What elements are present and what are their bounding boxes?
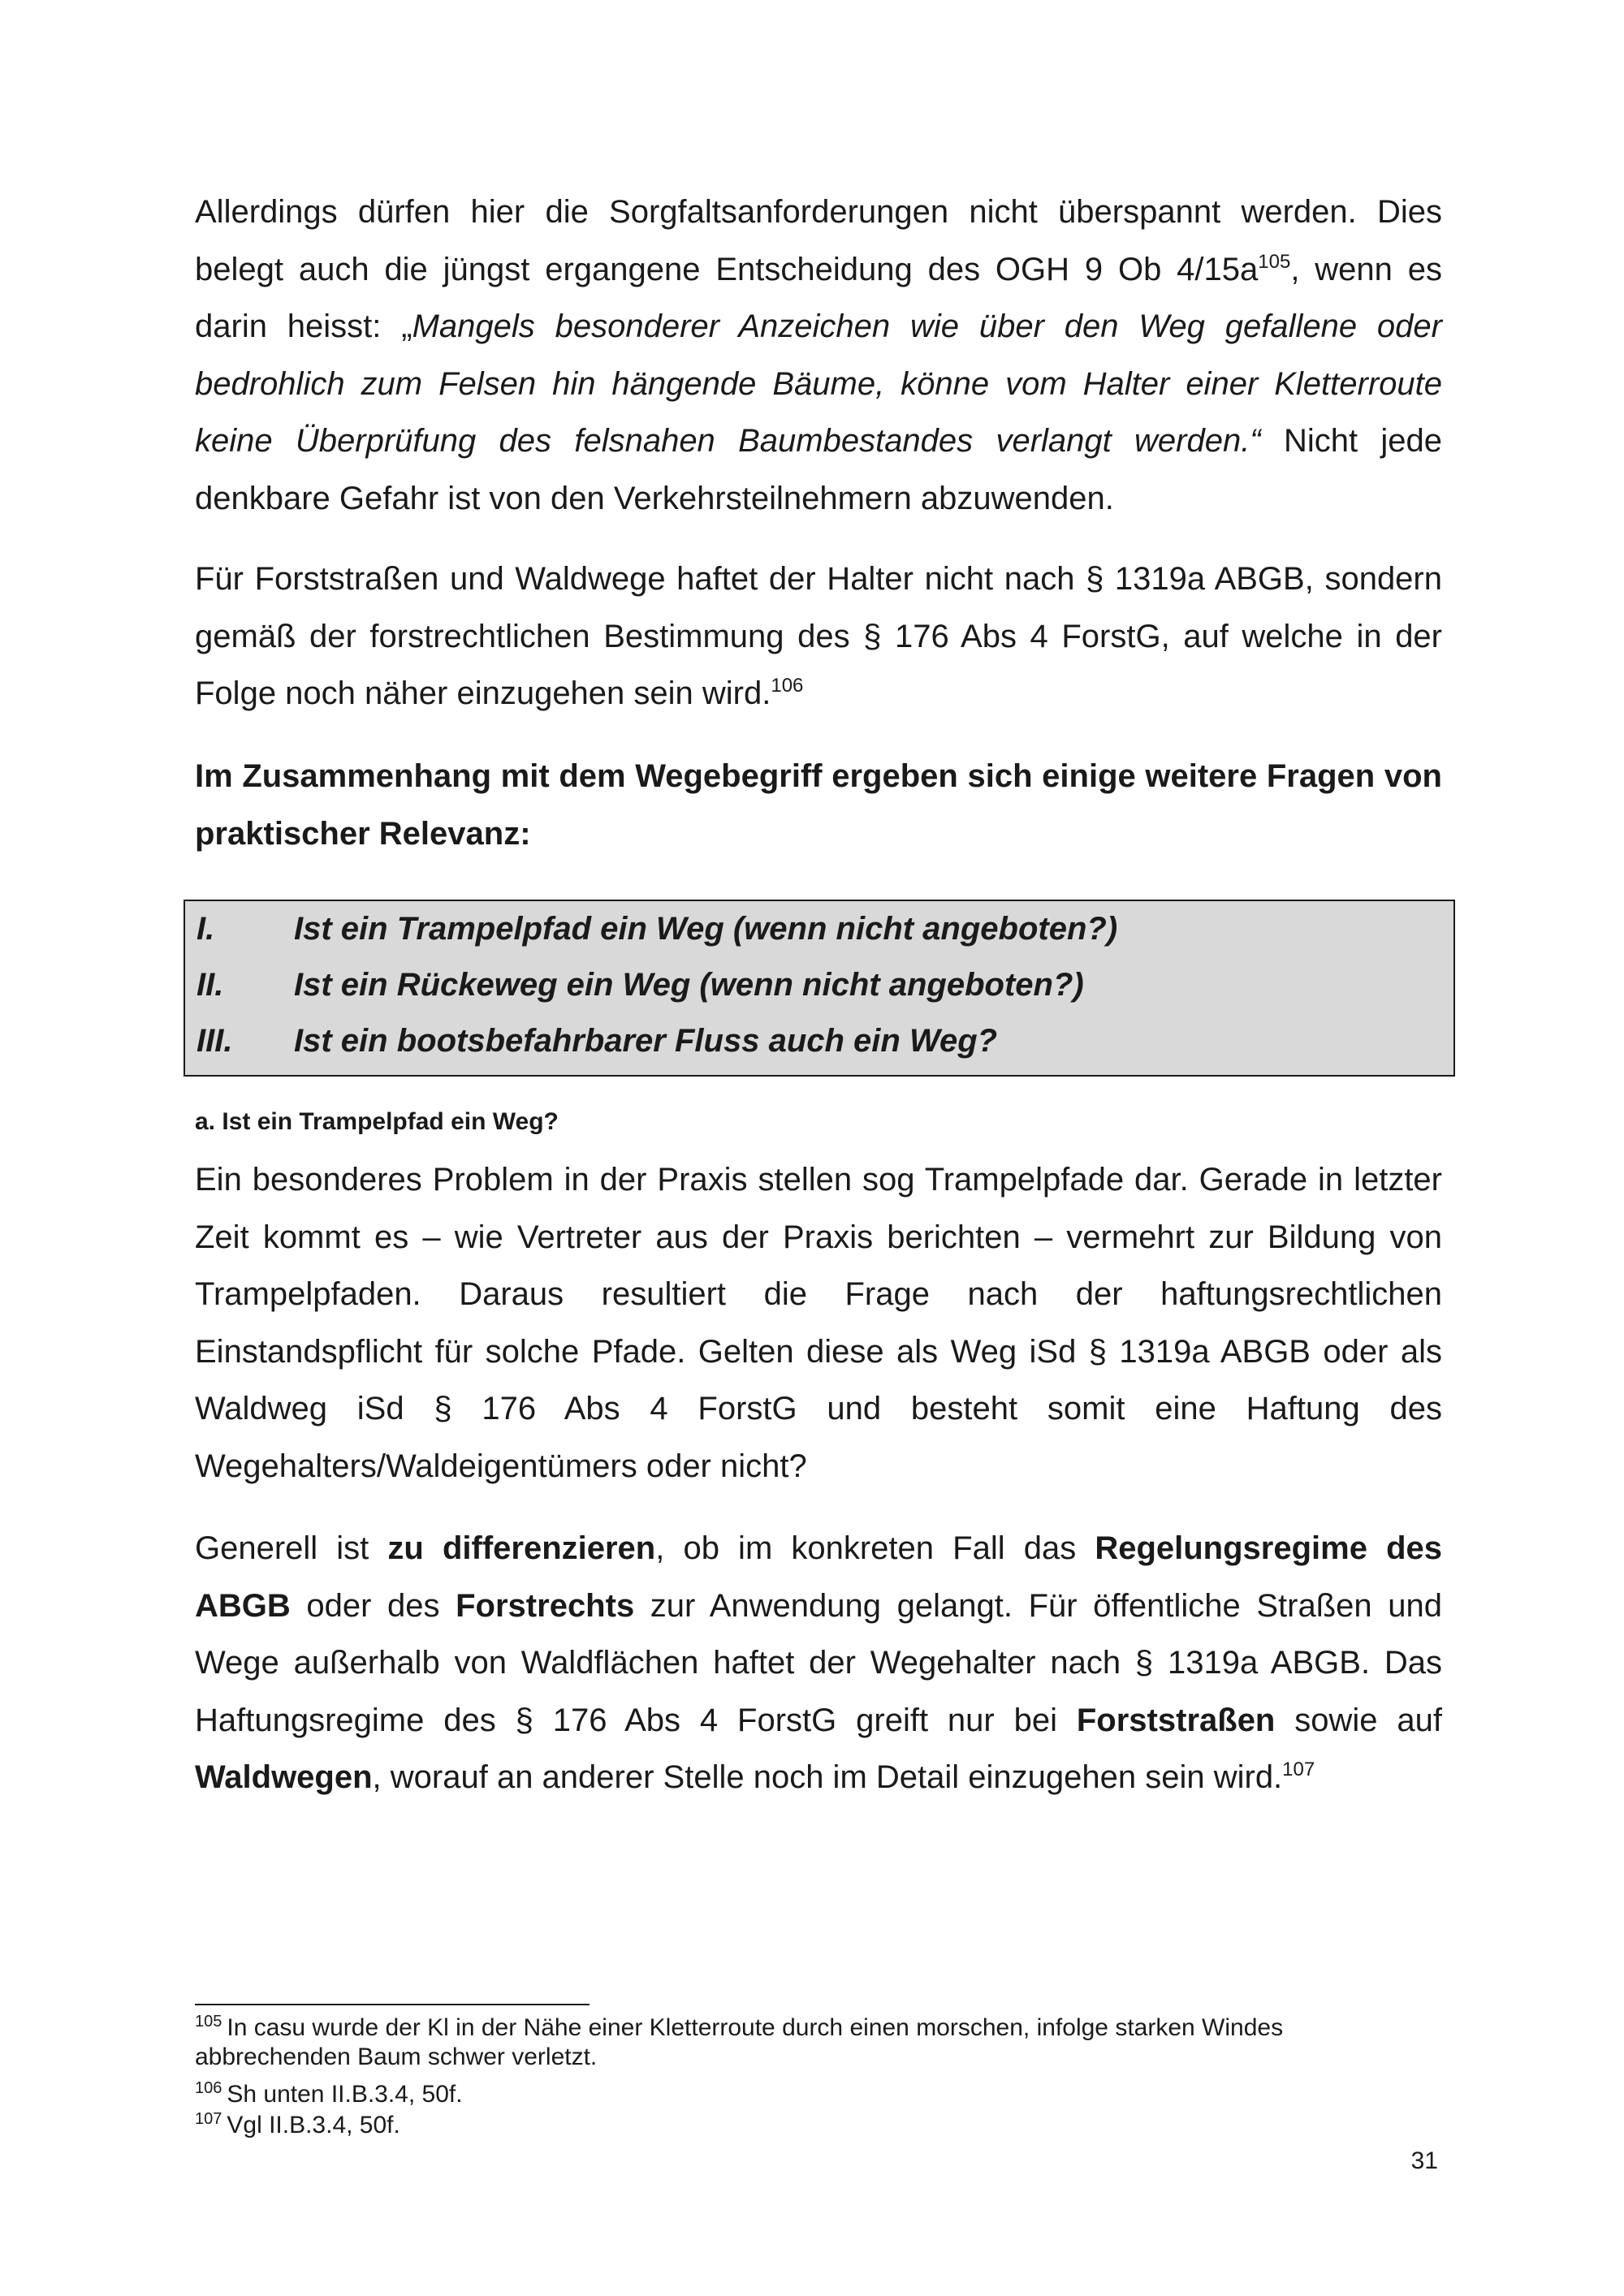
footnote-text: Vgl II.B.3.4, 50f.: [227, 2112, 400, 2138]
paragraph-5: Generell ist zu differenzieren, ob im konkreten Fall das Regelungsregime des ABGB oder des Forstrechts zur Anwendung gelangt. Für öffentliche Straßen und Wege außerhalb von Waldflächen haftet der Wegehalter nach § 1319a ABGB. Das Haftungsregime des § 176 Abs 4 ForstG greift nur bei Forststraßen sowie auf Waldwegen, worauf an anderer Stelle noch im Detail einzugehen sein wird.$^{107}$: [195, 1530, 1442, 1795]
footnote-ref-105: 105: [1258, 250, 1291, 273]
section-subheading: a. Ist ein Trampelpfad ein Weg?: [195, 1108, 559, 1135]
footnote-text: In casu wurde der Kl in der Nähe einer Kletterroute durch einen morschen, infolge starken Windes abbrechenden Baum schwer verletzt.: [195, 2014, 1284, 2070]
footnote-text: Sh unten II.B.3.4, 50f.: [227, 2081, 463, 2108]
question-number: III.: [197, 1023, 233, 1059]
questions-box: [184, 900, 1455, 1077]
footnote-number: 105: [195, 2013, 222, 2031]
question-text: Ist ein Rückeweg ein Weg (wenn nicht angeboten?): [294, 967, 1084, 1003]
footnote-ref-107: 107: [1282, 1759, 1315, 1780]
footnote-separator: [195, 2004, 590, 2005]
footnote: [195, 2013, 1442, 2072]
question-number: I.: [197, 911, 215, 947]
question-text: Ist ein bootsbefahrbarer Fluss auch ein Weg?: [294, 1023, 998, 1059]
question-number: II.: [197, 967, 224, 1003]
page-number: 31: [1410, 2147, 1438, 2174]
paragraph-2: Für Forststraßen und Waldwege haftet der Halter nicht nach § 1319a ABGB, sondern gemäß der forstrechtlichen Bestimmung des § 176 Abs 4 ForstG, auf welche in der Folge noch näher einzugehen sein wird.$^{106}$: [195, 561, 1442, 711]
question-row: [197, 965, 1084, 1005]
paragraph-1: Allerdings dürfen hier die Sorgfaltsanforderungen nicht überspannt werden. Dies belegt auch die jüngst ergangene Entscheidung des OGH 9 Ob $4/15a^{105}$, wenn es darin heisst: „Mangels besonderer Anzeichen wie über den Weg gefallene oder bedrohlich zum Felsen hin hängende Bäume, könne vom Halter einer Kletterroute keine Überprüfung des felsnahen Baumbestandes verlangt werden.“ Nicht jede denkbare Gefahr ist von den Verkehrsteilnehmern abzuwenden.: [195, 194, 1442, 516]
question-text: Ist ein Trampelpfad ein Weg (wenn nicht angeboten?): [294, 911, 1118, 947]
footnote-number: 106: [195, 2079, 222, 2097]
footnote-ref-106: 106: [771, 675, 804, 697]
questions-intro: Im Zusammenhang mit dem Wegebegriff ergeben sich einige weitere Fragen von praktischer Relevanz:: [195, 758, 1442, 852]
court-quote: Mangels besonderer Anzeichen wie über den Weg gefallene oder bedrohlich zum Felsen hin hängende Bäume, könne vom Halter einer Kletterroute keine Überprüfung des felsnahen Baumbestandes verlangt werden.“: [195, 309, 1442, 459]
footnote: [195, 2080, 1442, 2109]
paragraph-4: Ein besonderes Problem in der Praxis stellen sog Trampelpfade dar. Gerade in letzter Zeit kommt es – wie Vertreter aus der Praxis berichten – vermehrt zur Bildung von Trampelpfaden. Daraus resultiert die Frage nach der haftungsrechtlichen Einstandspflicht für solche Pfade. Gelten diese als Weg iSd § 1319a ABGB oder als Waldweg iSd § 176 Abs 4 ForstG und besteht somit eine Haftung des Wegehalters/Waldeigentümers oder nicht?: [195, 1162, 1442, 1484]
footnote-number: 107: [195, 2110, 222, 2128]
footnote: [195, 2111, 1442, 2140]
question-row: [197, 908, 1117, 949]
question-row: [197, 1021, 997, 1061]
